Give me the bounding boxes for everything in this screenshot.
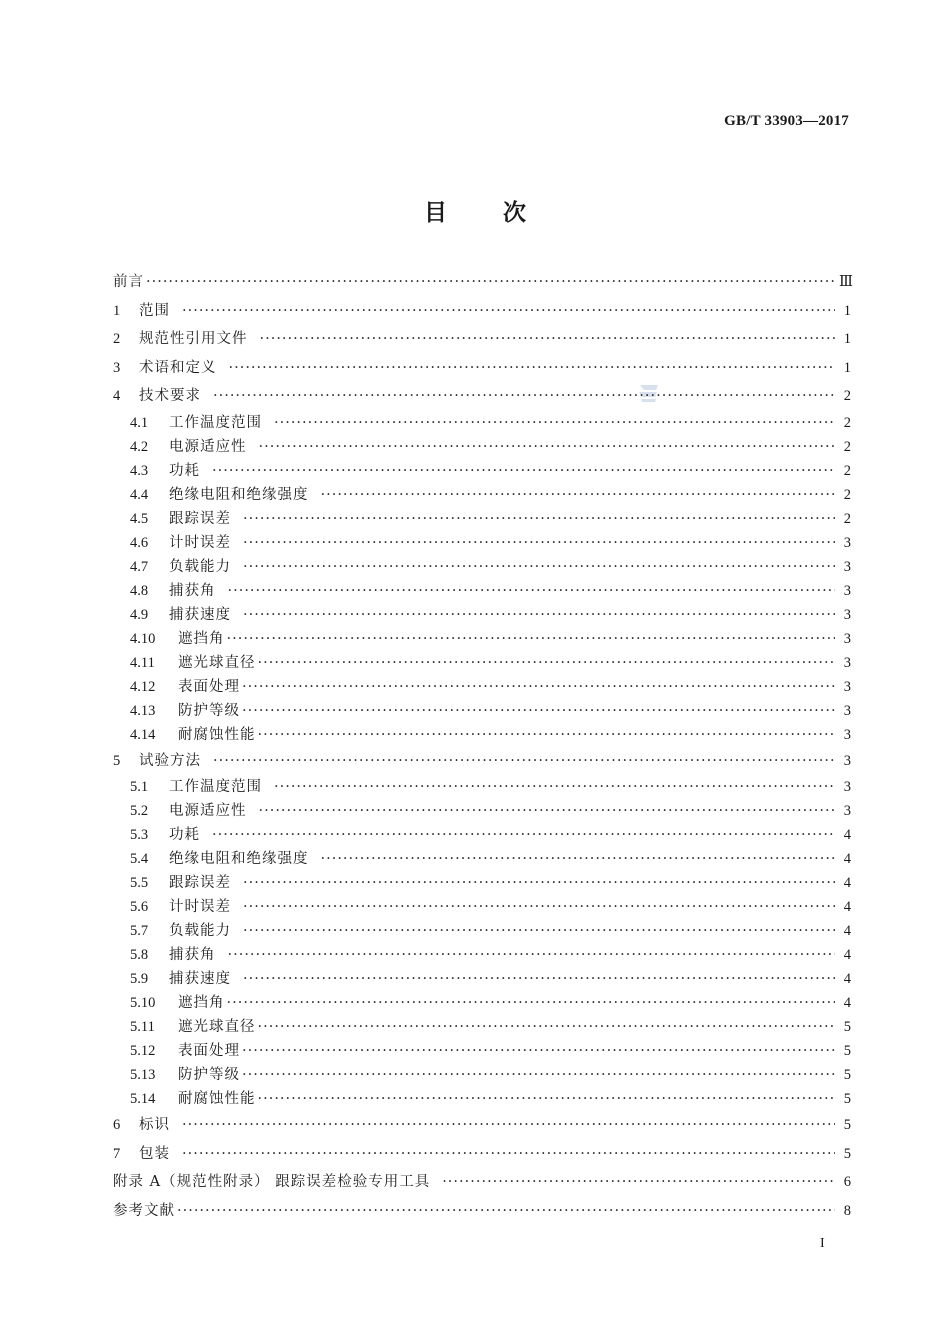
toc-entry[interactable] [113, 1039, 851, 1063]
toc-entry-label: 遮光球直径 [178, 654, 256, 671]
dot-leader [243, 507, 835, 531]
dot-leader [321, 847, 836, 871]
toc-entry-number: 5.4 [130, 851, 149, 867]
toc-entry-page: 3 [843, 752, 851, 769]
toc-entry-label: 范围 [139, 302, 170, 319]
toc-entry-page: 2 [843, 486, 851, 503]
toc-entry-label: 耐腐蚀性能 [178, 1091, 256, 1107]
toc-entry-number: 4.3 [130, 462, 149, 479]
dot-leader [259, 435, 836, 459]
page-title: 目次 [424, 200, 582, 226]
toc-entry-page: 4 [843, 827, 851, 843]
toc-entry-label: 参考文献 [113, 1202, 175, 1219]
dot-leader [258, 1087, 836, 1111]
dot-leader [442, 1168, 835, 1197]
toc-entry-number: 4.2 [130, 438, 149, 455]
toc-entry-page: 5 [843, 1067, 851, 1083]
toc-entry-label: 工作温度范围 [169, 779, 262, 795]
toc-entry-page: 4 [843, 875, 851, 891]
toc-entry-label: 工作温度范围 [169, 414, 262, 431]
toc-entry[interactable] [113, 991, 851, 1015]
dot-leader [259, 799, 836, 823]
toc-entry-label: 表面处理 [178, 678, 240, 695]
table-of-contents [113, 268, 851, 1225]
dot-leader [242, 1039, 835, 1063]
toc-entry-number: 4.11 [130, 654, 155, 671]
dot-leader [243, 967, 835, 991]
toc-entry-page: 3 [843, 702, 851, 719]
toc-entry-label: 捕获角 [169, 947, 216, 963]
toc-entry-page: 3 [843, 534, 851, 551]
toc-entry[interactable] [113, 1140, 851, 1169]
dot-leader [227, 991, 836, 1015]
toc-entry[interactable] [113, 325, 851, 354]
toc-entry-label: 前言 [113, 274, 144, 290]
dot-leader [242, 1063, 835, 1087]
toc-entry-page: 4 [843, 923, 851, 939]
toc-entry-number: 4.7 [130, 558, 149, 575]
toc-entry[interactable] [113, 297, 851, 326]
toc-entry-number: 4.14 [130, 726, 156, 743]
dot-leader [182, 1140, 835, 1169]
toc-entry-number: 5.3 [130, 827, 149, 843]
toc-entry-number: 1 [113, 302, 121, 319]
toc-entry-number: 5.13 [130, 1067, 156, 1083]
toc-entry-label: 负载能力 [169, 923, 231, 939]
toc-entry[interactable] [113, 507, 851, 531]
toc-entry-label: 术语和定义 [139, 359, 217, 376]
toc-entry-page: 5 [843, 1019, 851, 1035]
toc-entry-page: 4 [843, 899, 851, 915]
dot-leader [146, 268, 835, 297]
toc-entry-number: 5.11 [130, 1019, 155, 1035]
dot-leader [229, 354, 836, 383]
toc-entry-number: 3 [113, 359, 121, 376]
toc-entry-page: 2 [843, 438, 851, 455]
toc-entry-label: 捕获角 [169, 582, 216, 599]
toc-entry[interactable] [113, 354, 851, 383]
toc-entry-number: 7 [113, 1145, 121, 1162]
toc-entry-page: 3 [843, 606, 851, 623]
toc-entry-page: 1 [843, 331, 851, 347]
toc-entry-foreword[interactable] [113, 268, 851, 297]
dot-leader [243, 919, 835, 943]
toc-entry-label: 附录 A（规范性附录） 跟踪误差检验专用工具 [113, 1174, 431, 1190]
toc-entry[interactable] [113, 675, 851, 699]
toc-entry-page: 1 [843, 302, 851, 319]
toc-entry-number: 5.12 [130, 1043, 156, 1059]
dot-leader [274, 775, 835, 799]
toc-entry-number: 5 [113, 752, 121, 769]
toc-entry-page: 1 [843, 359, 851, 376]
toc-entry-label: 规范性引用文件 [139, 331, 248, 347]
toc-entry[interactable] [113, 1015, 851, 1039]
dot-leader [243, 895, 835, 919]
toc-entry-references[interactable] [113, 1197, 851, 1226]
toc-entry[interactable] [113, 919, 851, 943]
toc-entry[interactable] [113, 531, 851, 555]
toc-entry-page: 5 [843, 1117, 851, 1133]
toc-entry-page: 4 [843, 995, 851, 1011]
dot-leader [212, 823, 835, 847]
toc-entry-number: 5.10 [130, 995, 156, 1011]
toc-entry[interactable] [113, 1111, 851, 1140]
toc-entry-page: 2 [843, 462, 851, 479]
toc-entry-number: 5.9 [130, 971, 149, 987]
toc-entry[interactable] [113, 411, 851, 435]
toc-entry-label: 电源适应性 [169, 803, 247, 819]
toc-entry-label: 标识 [139, 1117, 170, 1133]
toc-entry-label: 表面处理 [178, 1043, 240, 1059]
toc-entry[interactable] [113, 1087, 851, 1111]
toc-entry-number: 4.4 [130, 486, 149, 503]
dot-leader [228, 579, 836, 603]
toc-entry[interactable] [113, 847, 851, 871]
toc-entry-number: 2 [113, 331, 121, 347]
toc-entry-label: 技术要求 [139, 388, 201, 404]
toc-entry-number: 5.7 [130, 923, 149, 939]
toc-entry-page: 3 [843, 630, 851, 647]
toc-entry-page: 8 [843, 1202, 851, 1219]
toc-entry[interactable] [113, 799, 851, 823]
standard-code: GB/T 33903—2017 [724, 113, 849, 129]
toc-entry-page: 5 [843, 1145, 851, 1162]
dot-leader [243, 871, 835, 895]
toc-entry-label: 防护等级 [178, 702, 240, 719]
toc-entry[interactable] [113, 747, 851, 776]
dot-leader [213, 382, 835, 411]
toc-entry-page: 4 [843, 947, 851, 963]
toc-entry-label: 捕获速度 [169, 971, 231, 987]
toc-entry-label: 负载能力 [169, 558, 231, 575]
toc-entry-page: 3 [843, 654, 851, 671]
toc-entry-label: 绝缘电阻和绝缘强度 [169, 486, 309, 503]
dot-leader [258, 1015, 836, 1039]
dot-leader [182, 1111, 835, 1140]
toc-entry-number: 4.8 [130, 582, 149, 599]
toc-entry-label: 耐腐蚀性能 [178, 726, 256, 743]
toc-entry-label: 捕获速度 [169, 606, 231, 623]
toc-entry-page: 6 [843, 1174, 851, 1190]
toc-entry-page: 3 [843, 678, 851, 695]
toc-entry-page: 3 [843, 558, 851, 575]
toc-entry[interactable] [113, 723, 851, 747]
toc-entry-page: 2 [843, 510, 851, 527]
toc-entry-label: 遮挡角 [178, 995, 225, 1011]
toc-entry[interactable] [113, 603, 851, 627]
dot-leader [227, 627, 836, 651]
toc-entry[interactable] [113, 967, 851, 991]
toc-entry[interactable] [113, 627, 851, 651]
dot-leader [258, 651, 836, 675]
toc-entry[interactable] [113, 699, 851, 723]
toc-entry[interactable] [113, 943, 851, 967]
toc-entry-page: 2 [843, 414, 851, 431]
dot-leader [243, 603, 835, 627]
toc-entry[interactable] [113, 775, 851, 799]
toc-entry-page: 2 [843, 388, 851, 404]
toc-entry-label: 防护等级 [178, 1067, 240, 1083]
toc-entry-number: 5.2 [130, 803, 149, 819]
toc-entry[interactable] [113, 459, 851, 483]
toc-entry-label: 跟踪误差 [169, 875, 231, 891]
toc-entry[interactable] [113, 823, 851, 847]
toc-entry[interactable] [113, 579, 851, 603]
toc-entry-label: 计时误差 [169, 534, 231, 551]
toc-entry-label: 功耗 [169, 462, 200, 479]
toc-entry-number: 4.5 [130, 510, 149, 527]
toc-entry-label: 遮光球直径 [178, 1019, 256, 1035]
dot-leader [242, 675, 835, 699]
toc-entry[interactable] [113, 435, 851, 459]
dot-leader [177, 1197, 835, 1226]
toc-entry[interactable] [113, 651, 851, 675]
toc-entry-page: 3 [843, 803, 851, 819]
toc-entry-number: 4.12 [130, 678, 156, 695]
toc-entry-number: 6 [113, 1117, 121, 1133]
toc-entry-number: 5.6 [130, 899, 149, 915]
toc-entry[interactable] [113, 871, 851, 895]
toc-entry-number: 4.13 [130, 702, 156, 719]
dot-leader [321, 483, 836, 507]
dot-leader [182, 297, 835, 326]
toc-entry-page: 3 [843, 779, 851, 795]
dot-leader [243, 555, 835, 579]
toc-entry-label: 试验方法 [139, 752, 201, 769]
toc-entry-appendix-a[interactable] [113, 1168, 851, 1197]
dot-leader [228, 943, 836, 967]
dot-leader [258, 723, 836, 747]
toc-entry-number: 4.10 [130, 630, 156, 647]
dot-leader [274, 411, 835, 435]
toc-entry-label: 功耗 [169, 827, 200, 843]
toc-entry[interactable] [113, 555, 851, 579]
dot-leader [260, 325, 836, 354]
toc-entry[interactable] [113, 1063, 851, 1087]
toc-entry-number: 5.5 [130, 875, 149, 891]
toc-entry-label: 跟踪误差 [169, 510, 231, 527]
dot-leader [213, 747, 835, 776]
toc-entry-number: 4.1 [130, 414, 149, 431]
toc-entry-number: 5.14 [130, 1091, 156, 1107]
toc-entry-page: 5 [843, 1043, 851, 1059]
toc-entry-page: 3 [843, 582, 851, 599]
toc-entry-label: 绝缘电阻和绝缘强度 [169, 851, 309, 867]
toc-entry-page: 4 [843, 851, 851, 867]
toc-entry[interactable] [113, 382, 851, 411]
toc-entry-label: 包装 [139, 1145, 170, 1162]
dot-leader [242, 699, 835, 723]
toc-entry-number: 4.6 [130, 534, 149, 551]
toc-entry-page: 4 [843, 971, 851, 987]
dot-leader [212, 459, 835, 483]
toc-entry[interactable] [113, 895, 851, 919]
toc-entry-page: 5 [843, 1091, 851, 1107]
toc-entry-number: 4 [113, 388, 121, 404]
toc-entry-number: 5.8 [130, 947, 149, 963]
toc-entry-number: 4.9 [130, 606, 149, 623]
toc-entry-label: 电源适应性 [169, 438, 247, 455]
dot-leader [243, 531, 835, 555]
toc-entry-page: Ⅲ [839, 274, 853, 290]
toc-entry-number: 5.1 [130, 779, 149, 795]
toc-entry-label: 计时误差 [169, 899, 231, 915]
toc-entry-label: 遮挡角 [178, 630, 225, 647]
page-number: I [820, 1236, 825, 1251]
toc-entry[interactable] [113, 483, 851, 507]
toc-entry-page: 3 [843, 726, 851, 743]
